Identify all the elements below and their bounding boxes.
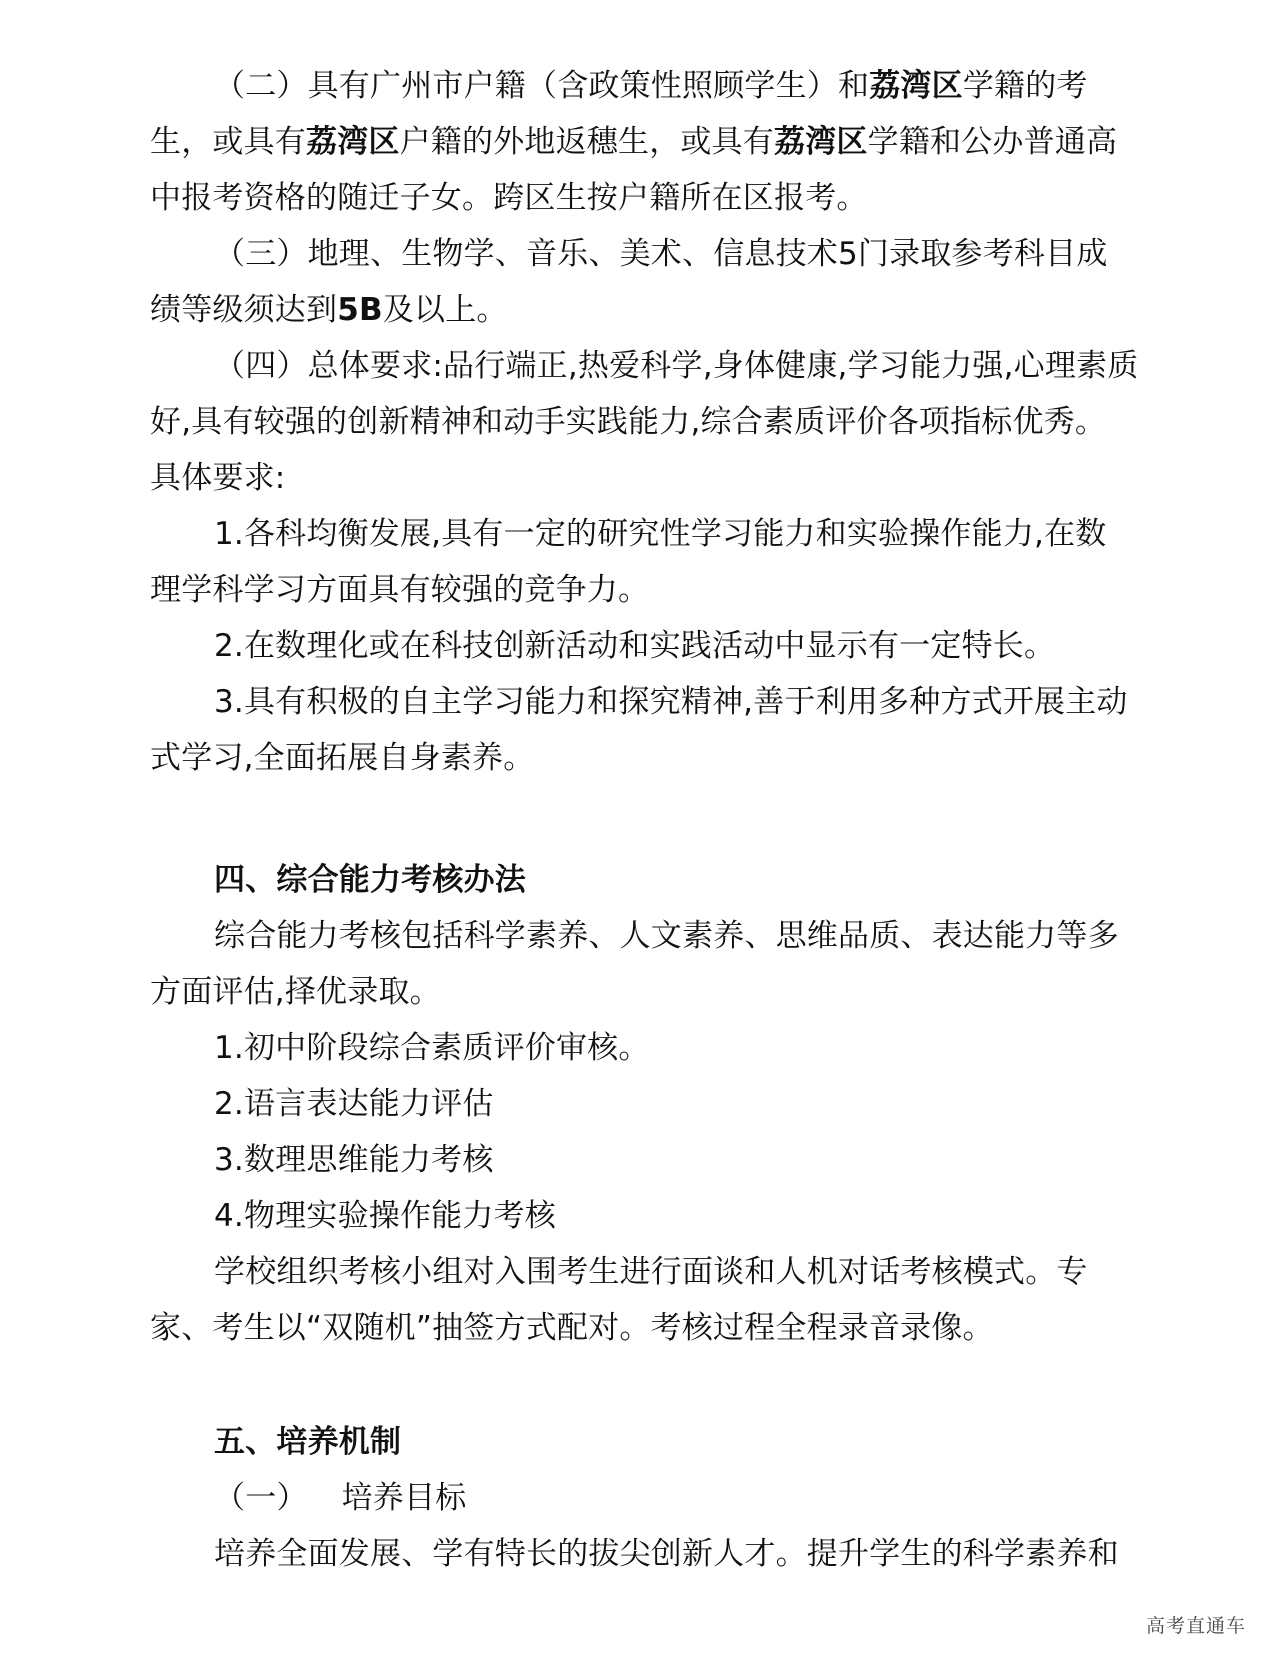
district-name-bold: 荔湾区 [774,124,868,160]
paragraph-grades-line-2: 绩等级须达到5B及以上。 [150,292,508,328]
document-page [150,58,1139,1582]
subheading-title: 培养目标 [341,1480,467,1516]
assessment-mode-line-2: 家、考生以“双随机”抽签方式配对。考核过程全程录音录像。 [150,1310,994,1346]
paragraph-grades-line-1: （三）地理、生物学、音乐、美术、信息技术5门录取参考科目成 [214,236,1108,272]
subheading-label: （一） [214,1480,308,1516]
assessment-item: 4.物理实验操作能力考核 [214,1198,556,1234]
requirement-3-line-2: 式学习,全面拓展自身素养。 [150,740,535,776]
paragraph-general-line-2: 好,具有较强的创新精神和动手实践能力,综合素质评价各项指标优秀。 [150,404,1107,440]
assessment-mode-line-1: 学校组织考核小组对入围考生进行面谈和人机对话考核模式。专 [214,1254,1088,1290]
paragraph-eligibility-line-1: （二）具有广州市户籍（含政策性照顾学生）和荔湾区学籍的考 [214,68,1088,104]
section-4-intro-line-1: 综合能力考核包括科学素养、人文素养、思维品质、表达能力等多 [214,918,1119,954]
requirement-1-line-1: 1.各科均衡发展,具有一定的研究性学习能力和实验操作能力,在数 [214,516,1107,552]
requirement-2: 2.在数理化或在科技创新活动和实践活动中显示有一定特长。 [214,628,1056,664]
section-5-text-line-1: 培养全面发展、学有特长的拔尖创新人才。提升学生的科学素养和 [214,1536,1119,1572]
requirement-3-line-1: 3.具有积极的自主学习能力和探究精神,善于利用多种方式开展主动 [214,684,1128,720]
paragraph-general-line-1: （四）总体要求:品行端正,热爱科学,身体健康,学习能力强,心理素质 [214,348,1139,384]
section-4-intro-line-2: 方面评估,择优录取。 [150,974,441,1010]
grade-requirement-bold: 5B [337,292,383,328]
paragraph-eligibility-line-2: 生，或具有荔湾区户籍的外地返穗生，或具有荔湾区学籍和公办普通高 [150,124,1118,160]
assessment-item: 1.初中阶段综合素质评价审核。 [214,1030,650,1066]
section-5-subheading [150,1470,1135,1526]
section-4-heading: 四、综合能力考核办法 [214,862,526,898]
paragraph-general-line-3: 具体要求: [150,460,286,496]
requirement-1-line-2: 理学科学习方面具有较强的竞争力。 [150,572,650,608]
assessment-item: 2.语言表达能力评估 [214,1086,494,1122]
district-name-bold: 荔湾区 [869,68,963,104]
paragraph-eligibility-line-3: 中报考资格的随迁子女。跨区生按户籍所在区报考。 [150,180,868,216]
district-name-bold: 荔湾区 [306,124,400,160]
assessment-item: 3.数理思维能力考核 [214,1142,494,1178]
watermark-text: 高考直通车 [1145,1615,1246,1637]
section-5-heading: 五、培养机制 [214,1424,402,1460]
